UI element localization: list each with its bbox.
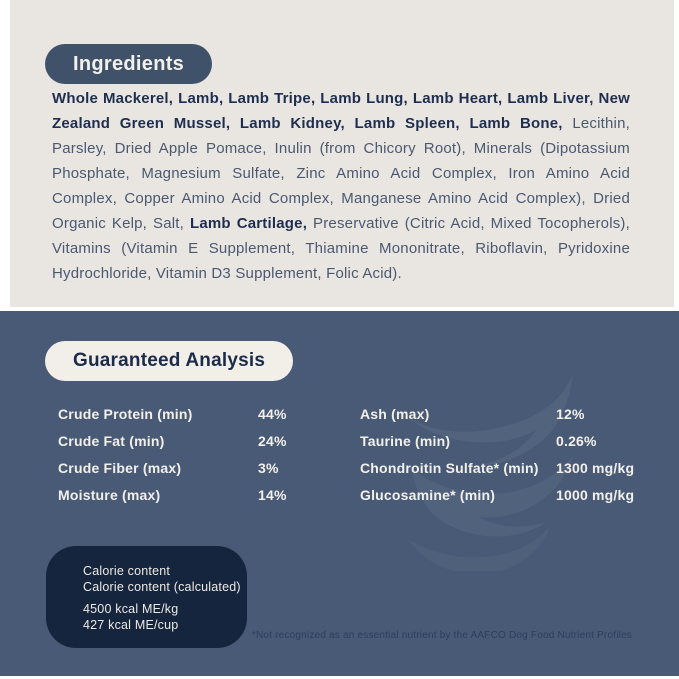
calorie-value-kg: 4500 kcal ME/kg (83, 602, 179, 616)
table-row (360, 429, 634, 453)
table-row (360, 402, 634, 426)
nutrient-value: 0.26% (556, 433, 597, 449)
nutrient-label: Crude Fiber (max) (58, 460, 182, 476)
nutrient-value: 14% (258, 487, 287, 503)
nutrient-label: Ash (max) (360, 406, 430, 422)
ingredients-lamb-cartilage: Lamb Cartilage, (189, 215, 308, 232)
table-row (58, 429, 287, 453)
nutrient-label: Taurine (min) (360, 433, 451, 449)
ingredients-other-1: Lecithin, Parsley, Dried Apple Pomace, Inulin (from Chicory Root), Minerals (Dipotassium Phosphate, Magnesium Sulfate, Zinc Amino Acid Complex, Iron Amino Acid Complex, Copper Amino Acid Complex, Manganese Amino Acid Complex), Dried Organic Kelp, Salt, (52, 115, 630, 232)
ingredients-text (52, 86, 630, 286)
guaranteed-analysis-section (0, 311, 679, 676)
calorie-value-cup: 427 kcal ME/cup (83, 618, 179, 632)
table-row (360, 483, 634, 507)
table-row (58, 402, 287, 426)
guaranteed-analysis-header-pill (45, 341, 293, 381)
guaranteed-analysis-header-label: Guaranteed Analysis (73, 350, 266, 371)
nutrient-value: 24% (258, 433, 287, 449)
analysis-table-right (360, 402, 634, 510)
nutrient-value: 3% (258, 460, 279, 476)
table-row (58, 456, 287, 480)
calorie-content-line: Calorie content (83, 564, 171, 578)
nutrient-label: Crude Protein (min) (58, 406, 193, 422)
calorie-content-box (46, 546, 247, 648)
analysis-table-left (58, 402, 287, 510)
nutrient-value: 44% (258, 406, 287, 422)
nutrient-label: Chondroitin Sulfate* (min) (360, 460, 539, 476)
nutrient-value: 1000 mg/kg (556, 487, 635, 503)
nutrient-label: Crude Fat (min) (58, 433, 165, 449)
ingredients-section (10, 0, 674, 307)
table-row (58, 483, 287, 507)
ingredients-other-2: Preservative (Citric Acid, Mixed Tocopherols), Vitamins (Vitamin E Supplement, Thiamine Mononitrate, Riboflavin, Pyridoxine Hydrochloride, Vitamin D3 Supplement, Folic Acid). (52, 215, 630, 282)
ingredients-primary-meats: Whole Mackerel, Lamb, Lamb Tripe, Lamb Lung, Lamb Heart, Lamb Liver, New Zealand Green Mussel, Lamb Kidney, Lamb Spleen, Lamb Bone, (52, 90, 630, 132)
nutrient-label: Glucosamine* (min) (360, 487, 496, 503)
nutrient-label: Moisture (max) (58, 487, 161, 503)
ingredients-header-label: Ingredients (73, 52, 185, 75)
nutrient-value: 12% (556, 406, 585, 422)
ingredients-header-pill (45, 44, 212, 84)
table-row (360, 456, 634, 480)
calorie-content-line: Calorie content (calculated) (83, 580, 241, 594)
aafco-footnote: *Not recognized as an essential nutrient by the AAFCO Dog Food Nutrient Profiles (251, 630, 632, 641)
nutrient-value: 1300 mg/kg (556, 460, 635, 476)
